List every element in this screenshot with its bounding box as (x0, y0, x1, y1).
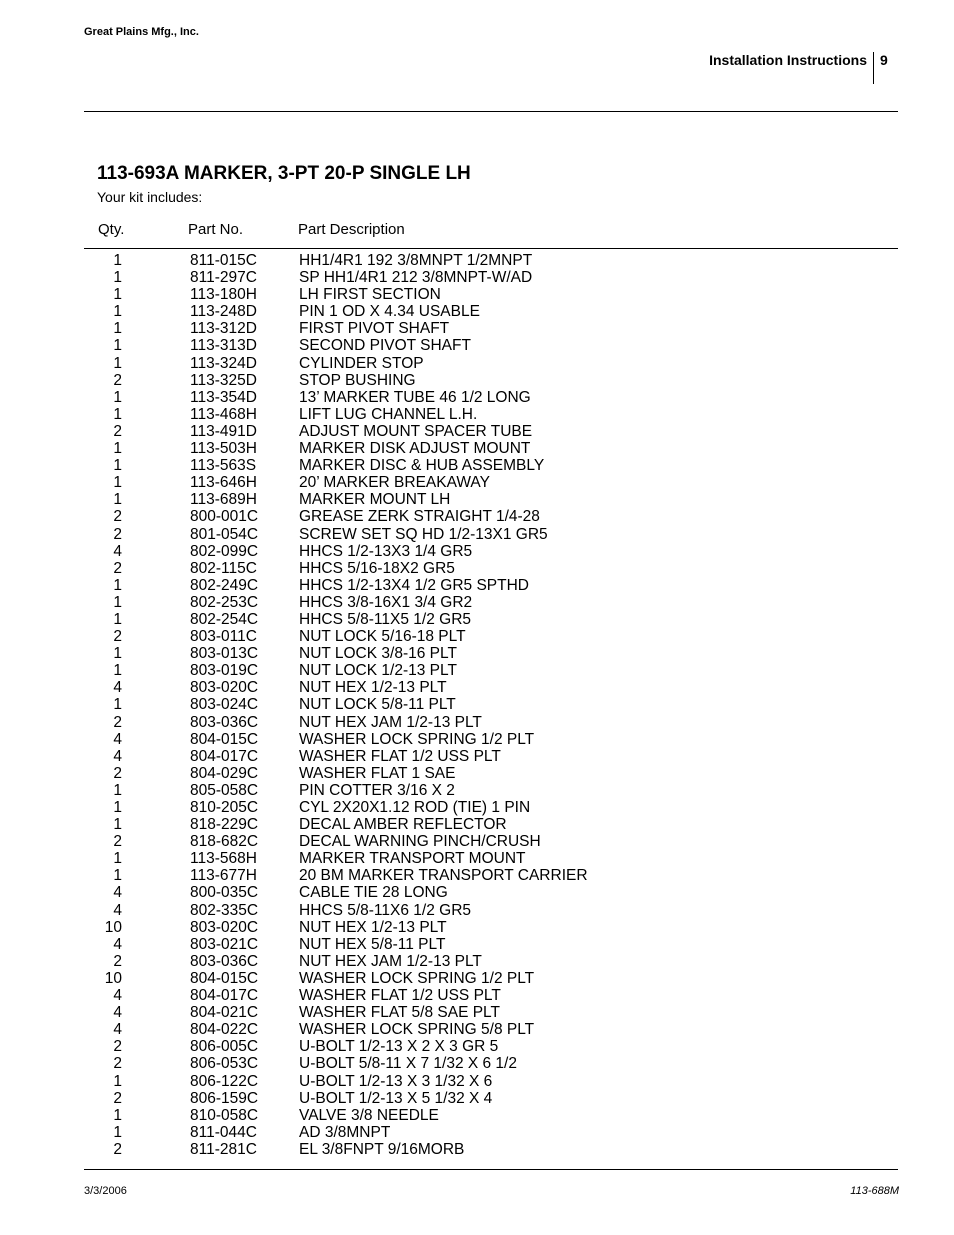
table-row (0, 731, 954, 748)
table-row (0, 406, 954, 423)
part-number: 113-325D (190, 371, 257, 389)
part-description: U-BOLT 1/2-13 X 2 X 3 GR 5 (299, 1038, 499, 1056)
part-description: WASHER FLAT 1/2 USS PLT (299, 987, 501, 1005)
part-description: PIN COTTER 3/16 X 2 (299, 781, 455, 799)
part-description: HHCS 1/2-13X3 1/4 GR5 (299, 542, 473, 560)
part-number: 802-249C (190, 576, 259, 594)
part-description: NUT LOCK 5/8-11 PLT (299, 696, 456, 714)
table-row (0, 1107, 954, 1124)
table-row (0, 628, 954, 645)
part-description: LH FIRST SECTION (299, 286, 441, 304)
part-description: NUT HEX 1/2-13 PLT (299, 679, 447, 697)
footer-doc-number: 113-688M (850, 1185, 899, 1197)
part-description: NUT HEX JAM 1/2-13 PLT (299, 713, 482, 731)
footer-divider (84, 1169, 898, 1170)
part-description: HHCS 5/8-11X6 1/2 GR5 (299, 901, 472, 919)
part-qty: 2 (113, 422, 122, 440)
part-number: 801-054C (190, 525, 259, 543)
kit-title: 113-693A MARKER, 3-PT 20-P SINGLE LH (97, 163, 471, 184)
table-row (0, 936, 954, 953)
part-qty: 2 (113, 525, 122, 543)
part-number: 113-313D (190, 337, 257, 355)
table-row (0, 1004, 954, 1021)
table-row (0, 611, 954, 628)
part-number: 113-354D (190, 388, 257, 406)
table-row (0, 645, 954, 662)
part-qty: 1 (113, 1123, 122, 1141)
part-qty: 1 (113, 645, 122, 663)
part-number: 806-122C (190, 1072, 259, 1090)
part-qty: 2 (113, 1089, 122, 1107)
part-number: 803-021C (190, 935, 259, 953)
table-row (0, 953, 954, 970)
part-number: 803-019C (190, 662, 259, 680)
part-description: MARKER MOUNT LH (299, 491, 451, 509)
part-number: 113-180H (190, 286, 257, 304)
part-qty: 1 (113, 337, 122, 355)
part-number: 804-021C (190, 1004, 259, 1022)
part-description: NUT LOCK 5/16-18 PLT (299, 628, 466, 646)
part-number: 113-503H (190, 440, 257, 458)
table-row (0, 577, 954, 594)
part-qty: 1 (113, 252, 122, 269)
part-qty: 4 (113, 935, 122, 953)
table-row (0, 1141, 954, 1158)
table-row (0, 594, 954, 611)
part-number: 113-568H (190, 850, 257, 868)
part-qty: 4 (113, 747, 122, 765)
table-row (0, 850, 954, 867)
table-row (0, 269, 954, 286)
table-row (0, 508, 954, 525)
part-number: 113-248D (190, 303, 257, 321)
part-qty: 1 (113, 286, 122, 304)
part-number: 804-017C (190, 987, 259, 1005)
part-description: WASHER FLAT 5/8 SAE PLT (299, 1004, 500, 1022)
table-row (0, 1073, 954, 1090)
table-row (0, 987, 954, 1004)
part-description: DECAL WARNING PINCH/CRUSH (299, 833, 541, 851)
part-number: 806-005C (190, 1038, 259, 1056)
table-row (0, 1090, 954, 1107)
part-qty: 4 (113, 884, 122, 902)
parts-list (0, 252, 954, 1158)
part-qty: 1 (113, 354, 122, 372)
table-row (0, 782, 954, 799)
table-row (0, 1021, 954, 1038)
part-description: HHCS 3/8-16X1 3/4 GR2 (299, 593, 473, 611)
part-qty: 1 (113, 867, 122, 885)
table-row (0, 457, 954, 474)
part-number: 113-491D (190, 422, 257, 440)
part-qty: 2 (113, 713, 122, 731)
part-description: HHCS 1/2-13X4 1/2 GR5 SPTHD (299, 576, 530, 594)
part-qty: 1 (113, 799, 122, 816)
part-description: LIFT LUG CHANNEL L.H. (299, 405, 478, 423)
part-number: 803-011C (190, 628, 257, 646)
page-number: 9 (880, 52, 888, 68)
table-row (0, 714, 954, 731)
part-number: 113-312D (190, 320, 257, 338)
part-qty: 4 (113, 1004, 122, 1022)
table-row (0, 560, 954, 577)
table-row (0, 902, 954, 919)
part-qty: 2 (113, 371, 122, 389)
part-qty: 4 (113, 542, 122, 560)
part-qty: 2 (113, 1055, 122, 1073)
part-qty: 2 (113, 628, 122, 646)
table-row (0, 662, 954, 679)
part-number: 818-682C (190, 833, 259, 851)
page-number-box (873, 52, 888, 84)
part-description: WASHER FLAT 1/2 USS PLT (299, 747, 501, 765)
table-row (0, 286, 954, 303)
part-description: STOP BUSHING (299, 371, 416, 389)
part-description: SECOND PIVOT SHAFT (299, 337, 471, 355)
part-qty: 1 (113, 576, 122, 594)
part-qty: 1 (113, 269, 122, 287)
part-qty: 1 (113, 1072, 122, 1090)
part-number: 800-035C (190, 884, 259, 902)
table-row (0, 765, 954, 782)
part-qty: 1 (113, 850, 122, 868)
part-qty: 1 (113, 474, 122, 492)
part-description: CYL 2X20X1.12 ROD (TIE) 1 PIN (299, 799, 531, 816)
part-description: SP HH1/4R1 212 3/8MNPT-W/AD (299, 269, 533, 287)
company-name: Great Plains Mfg., Inc. (84, 26, 199, 38)
part-number: 811-297C (190, 269, 257, 287)
table-header-divider (84, 248, 898, 249)
part-number: 802-115C (190, 559, 257, 577)
table-row (0, 440, 954, 457)
part-description: HHCS 5/16-18X2 GR5 (299, 559, 455, 577)
table-row (0, 799, 954, 816)
part-description: U-BOLT 1/2-13 X 5 1/32 X 4 (299, 1089, 493, 1107)
part-description: GREASE ZERK STRAIGHT 1/4-28 (299, 508, 540, 526)
part-description: NUT HEX 5/8-11 PLT (299, 935, 446, 953)
part-qty: 1 (113, 1106, 122, 1124)
part-qty: 1 (113, 491, 122, 509)
part-description: NUT LOCK 1/2-13 PLT (299, 662, 457, 680)
part-description: 13’ MARKER TUBE 46 1/2 LONG (299, 388, 531, 406)
part-number: 802-254C (190, 610, 259, 628)
part-description: FIRST PIVOT SHAFT (299, 320, 450, 338)
part-number: 803-036C (190, 713, 259, 731)
part-qty: 2 (113, 952, 122, 970)
part-number: 113-563S (190, 457, 257, 475)
part-number: 806-159C (190, 1089, 259, 1107)
part-number: 804-015C (190, 730, 259, 748)
header-divider (84, 111, 898, 112)
part-qty: 1 (113, 303, 122, 321)
part-number: 804-015C (190, 969, 259, 987)
part-qty: 4 (113, 679, 122, 697)
part-qty: 2 (113, 1140, 122, 1158)
part-description: NUT LOCK 3/8-16 PLT (299, 645, 457, 663)
table-row (0, 867, 954, 884)
part-qty: 4 (113, 1021, 122, 1039)
table-row (0, 252, 954, 269)
part-number: 802-099C (190, 542, 259, 560)
part-description: EL 3/8FNPT 9/16MORB (299, 1140, 465, 1158)
table-row (0, 884, 954, 901)
part-qty: 1 (113, 388, 122, 406)
table-row (0, 543, 954, 560)
part-number: 800-001C (190, 508, 259, 526)
part-qty: 1 (113, 440, 122, 458)
part-qty: 1 (113, 320, 122, 338)
part-description: DECAL AMBER REFLECTOR (299, 816, 507, 834)
part-description: MARKER DISC & HUB ASSEMBLY (299, 457, 545, 475)
part-qty: 10 (104, 918, 122, 936)
part-description: VALVE 3/8 NEEDLE (299, 1106, 439, 1124)
part-qty: 4 (113, 730, 122, 748)
part-description: WASHER LOCK SPRING 5/8 PLT (299, 1021, 535, 1039)
table-row (0, 816, 954, 833)
column-header-qty: Qty. (98, 221, 125, 238)
table-row (0, 491, 954, 508)
part-number: 810-205C (190, 799, 259, 816)
part-number: 803-013C (190, 645, 259, 663)
part-description: U-BOLT 1/2-13 X 3 1/32 X 6 (299, 1072, 493, 1090)
table-row (0, 970, 954, 987)
table-row (0, 355, 954, 372)
table-row (0, 748, 954, 765)
part-number: 811-015C (190, 252, 257, 269)
table-row (0, 423, 954, 440)
part-qty: 1 (113, 593, 122, 611)
part-number: 804-029C (190, 764, 259, 782)
table-row (0, 474, 954, 491)
part-number: 113-689H (190, 491, 257, 509)
part-description: CABLE TIE 28 LONG (299, 884, 448, 902)
part-qty: 4 (113, 901, 122, 919)
part-qty: 2 (113, 1038, 122, 1056)
table-row (0, 1055, 954, 1072)
part-description: WASHER LOCK SPRING 1/2 PLT (299, 730, 535, 748)
part-qty: 1 (113, 610, 122, 628)
part-description: 20 BM MARKER TRANSPORT CARRIER (299, 867, 588, 885)
part-qty: 1 (113, 781, 122, 799)
part-number: 113-677H (190, 867, 257, 885)
table-row (0, 372, 954, 389)
part-qty: 2 (113, 559, 122, 577)
part-description: AD 3/8MNPT (299, 1123, 391, 1141)
part-number: 803-020C (190, 918, 259, 936)
part-number: 810-058C (190, 1106, 259, 1124)
part-qty: 1 (113, 405, 122, 423)
part-number: 802-335C (190, 901, 259, 919)
table-row (0, 526, 954, 543)
part-qty: 2 (113, 508, 122, 526)
part-number: 803-036C (190, 952, 259, 970)
part-number: 113-324D (190, 354, 257, 372)
part-number: 811-281C (190, 1140, 257, 1158)
section-title: Installation Instructions (709, 52, 867, 68)
part-description: PIN 1 OD X 4.34 USABLE (299, 303, 480, 321)
part-qty: 4 (113, 987, 122, 1005)
table-row (0, 679, 954, 696)
part-qty: 1 (113, 696, 122, 714)
part-description: HH1/4R1 192 3/8MNPT 1/2MNPT (299, 252, 533, 269)
part-number: 818-229C (190, 816, 259, 834)
table-row (0, 1124, 954, 1141)
part-description: SCREW SET SQ HD 1/2-13X1 GR5 (299, 525, 548, 543)
part-qty: 2 (113, 833, 122, 851)
part-description: WASHER FLAT 1 SAE (299, 764, 456, 782)
table-row (0, 833, 954, 850)
part-number: 803-020C (190, 679, 259, 697)
footer-date: 3/3/2006 (84, 1185, 127, 1197)
part-number: 113-646H (190, 474, 257, 492)
part-description: MARKER TRANSPORT MOUNT (299, 850, 526, 868)
part-qty: 1 (113, 816, 122, 834)
table-row (0, 696, 954, 713)
part-description: 20’ MARKER BREAKAWAY (299, 474, 490, 492)
part-description: NUT HEX 1/2-13 PLT (299, 918, 447, 936)
part-number: 811-044C (190, 1123, 257, 1141)
part-description: ADJUST MOUNT SPACER TUBE (299, 422, 533, 440)
part-number: 804-022C (190, 1021, 259, 1039)
part-number: 113-468H (190, 405, 257, 423)
part-description: CYLINDER STOP (299, 354, 424, 372)
part-description: NUT HEX JAM 1/2-13 PLT (299, 952, 482, 970)
kit-intro: Your kit includes: (97, 189, 203, 205)
part-number: 804-017C (190, 747, 259, 765)
part-qty: 1 (113, 662, 122, 680)
part-number: 806-053C (190, 1055, 259, 1073)
table-row (0, 389, 954, 406)
part-description: WASHER LOCK SPRING 1/2 PLT (299, 969, 535, 987)
part-number: 802-253C (190, 593, 259, 611)
column-header-part-no: Part No. (188, 221, 244, 238)
part-description: MARKER DISK ADJUST MOUNT (299, 440, 531, 458)
part-description: U-BOLT 5/8-11 X 7 1/32 X 6 1/2 (299, 1055, 517, 1073)
part-number: 803-024C (190, 696, 259, 714)
table-row (0, 337, 954, 354)
part-number: 805-058C (190, 781, 259, 799)
table-row (0, 303, 954, 320)
part-qty: 10 (104, 969, 122, 987)
part-qty: 1 (113, 457, 122, 475)
table-row (0, 919, 954, 936)
table-row (0, 1038, 954, 1055)
part-qty: 2 (113, 764, 122, 782)
part-description: HHCS 5/8-11X5 1/2 GR5 (299, 610, 472, 628)
column-header-description: Part Description (298, 221, 405, 238)
table-row (0, 320, 954, 337)
